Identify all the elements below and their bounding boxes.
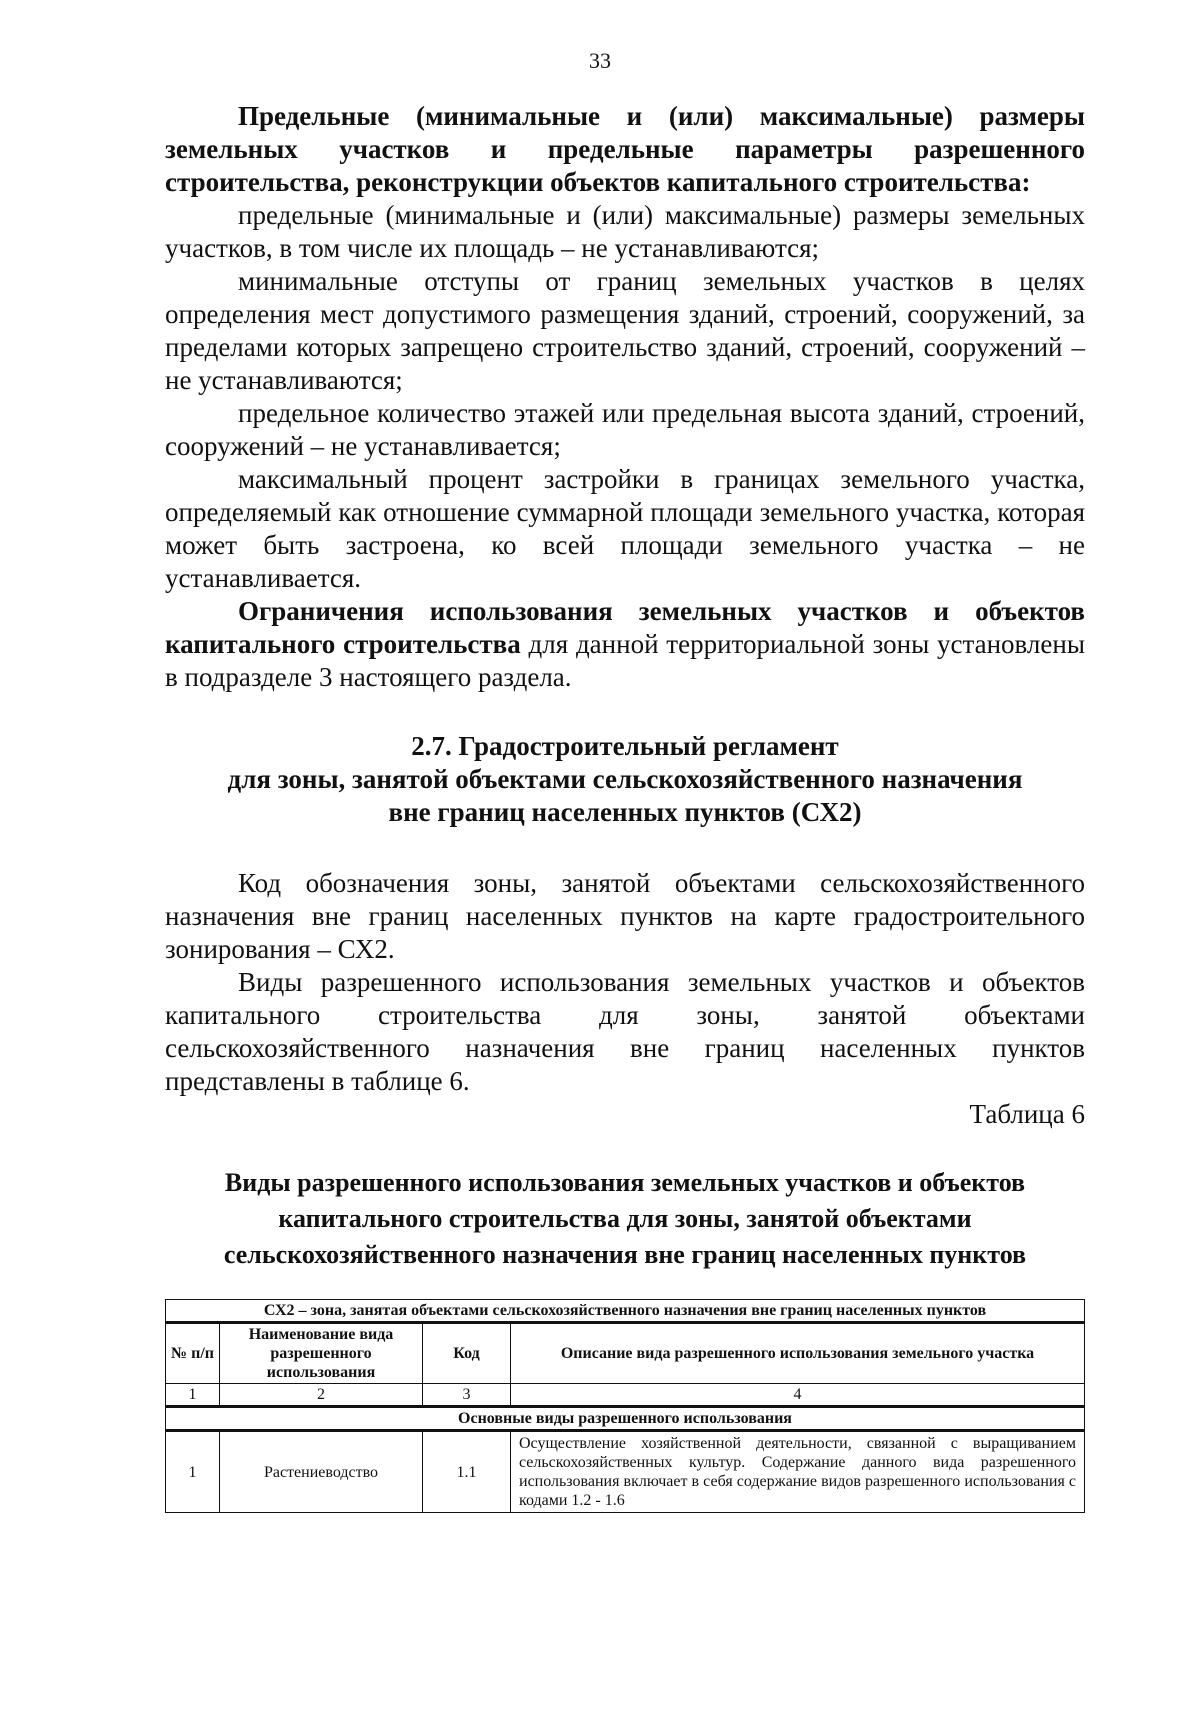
section-title-line: вне границ населенных пунктов (СХ2): [388, 797, 862, 827]
col-header-no: № п/п: [166, 1323, 220, 1384]
col-number: 4: [511, 1384, 1085, 1407]
row-code: 1.1: [423, 1431, 511, 1513]
group-header: Основные виды разрешенного использования: [166, 1407, 1085, 1431]
permitted-use-table: [165, 1299, 1085, 1513]
col-number: 1: [166, 1384, 220, 1407]
col-header-desc: Описание вида разрешенного использования земельного участка: [511, 1323, 1085, 1384]
row-desc: Осуществление хозяйственной деятельности, связанной с выращиванием сельскохозяйственных культур. Содержание данного вида разрешенного использования включает в себя содержание видов разрешенного использования с кодами 1.2 - 1.6: [511, 1431, 1085, 1513]
zone-header: СХ2 – зона, занятая объектами сельскохозяйственного назначения вне границ населенных пунктов: [166, 1300, 1085, 1323]
table-title-line: Виды разрешенного использования земельных участков и объектов: [224, 1168, 1026, 1197]
paragraph: максимальный процент застройки в границах земельного участка, определяемый как отношение суммарной площади земельного участка, которая может быть застроена, ко всей площади земельного участка – не устанавливается.: [165, 464, 1085, 593]
col-number: 2: [220, 1384, 423, 1407]
table-title-line: капитального строительства для зоны, занятой объектами: [278, 1204, 972, 1233]
section-title-line: для зоны, занятой объектами сельскохозяйственного назначения: [227, 764, 1023, 794]
col-number: 3: [423, 1384, 511, 1407]
col-header-code: Код: [423, 1323, 511, 1384]
section-title-line: 2.7. Градостроительный регламент: [411, 731, 839, 761]
table-title-line: сельскохозяйственного назначения вне границ населенных пунктов: [223, 1240, 1027, 1269]
restrictions-bold: Ограничения использования земельных участков и объектов капитального строительства: [165, 596, 1085, 659]
row-no: 1: [166, 1431, 220, 1513]
restrictions-paragraph: [165, 595, 1085, 694]
page-number: 33: [589, 48, 611, 73]
document-body: [165, 100, 1085, 1513]
row-name: Растениеводство: [220, 1431, 423, 1513]
paragraph: предельное количество этажей или предельная высота зданий, строений, сооружений – не устанавливается;: [165, 398, 1085, 461]
limits-heading: Предельные (минимальные и (или) максимальные) размеры земельных участков и предельные параметры разрешенного строительства, реконструкции объектов капитального строительства:: [165, 101, 1085, 197]
col-header-name: Наименование вида разрешенного использования: [220, 1323, 423, 1384]
table-row: [166, 1431, 1085, 1513]
table-label: Таблица 6: [969, 1099, 1085, 1129]
paragraph: минимальные отступы от границ земельных участков в целях определения мест допустимого размещения зданий, строений, сооружений, за пределами которых запрещено строительство зданий, строений, сооружений – не устанавливаются;: [165, 266, 1085, 395]
paragraph: Код обозначения зоны, занятой объектами сельскохозяйственного назначения вне границ населенных пунктов на карте градостроительного зонирования – СХ2.: [165, 868, 1085, 964]
paragraph: предельные (минимальные и (или) максимальные) размеры земельных участков, в том числе их площадь – не устанавливаются;: [165, 200, 1085, 263]
paragraph: Виды разрешенного использования земельных участков и объектов капитального строительства для зоны, занятой объектами сельскохозяйственного назначения вне границ населенных пунктов представлены в таблице 6.: [165, 967, 1085, 1096]
restrictions-rest: для данной территориальной зоны установлены в подразделе 3 настоящего раздела.: [165, 629, 1085, 692]
